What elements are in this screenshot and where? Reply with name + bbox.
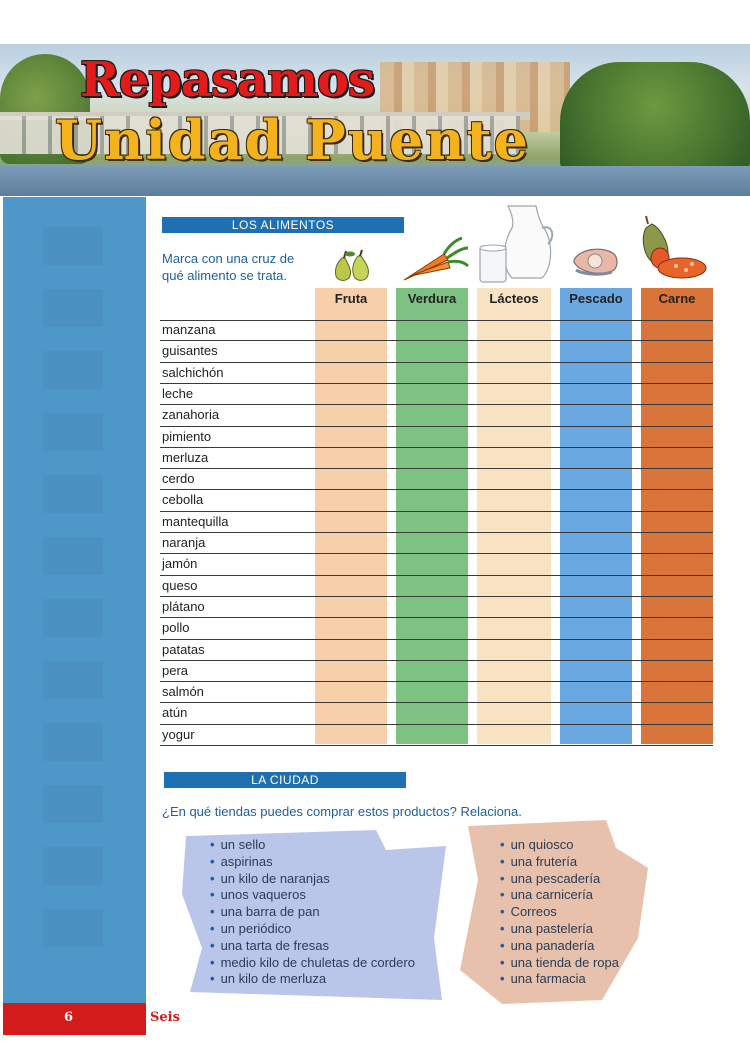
table-row-line xyxy=(160,745,713,746)
list-item: • una pastelería xyxy=(500,921,619,938)
list-item: • una panadería xyxy=(500,938,619,955)
page-word: Seis xyxy=(150,1010,180,1025)
table-row-line xyxy=(160,553,713,554)
list-item: • una farmacia xyxy=(500,971,619,988)
section-header-ciudad: LA CIUDAD xyxy=(164,772,406,788)
milk-jug-icon xyxy=(478,198,558,288)
column-header-lacteos: Lácteos xyxy=(489,291,539,306)
table-row-label: atún xyxy=(162,705,188,721)
table-row-label: manzana xyxy=(162,322,216,337)
list-item: • una barra de pan xyxy=(210,904,415,921)
list-item: • un kilo de merluza xyxy=(210,971,415,988)
column-carne xyxy=(641,288,713,744)
column-header-verdura: Verdura xyxy=(407,291,457,306)
table-row-label: zanahoria xyxy=(162,407,220,423)
list-item: • una tarta de fresas xyxy=(210,938,415,955)
table-row-label: cebolla xyxy=(162,492,204,508)
ciudad-instruction: ¿En qué tiendas puedes comprar estos productos? Relaciona. xyxy=(162,804,522,819)
table-row-line xyxy=(160,660,713,661)
table-row-line xyxy=(160,340,713,341)
instruction-line-1: Marca con una cruz de xyxy=(162,251,295,266)
table-row-label: pimiento xyxy=(162,428,212,444)
alimentos-instruction xyxy=(162,250,294,284)
column-header-carne: Carne xyxy=(658,291,696,306)
column-header-pescado: Pescado xyxy=(569,291,623,306)
column-lacteos xyxy=(477,288,551,744)
table-row-label: salchichón xyxy=(162,364,224,380)
table-row-line xyxy=(160,404,713,405)
table-row-line xyxy=(160,724,713,725)
table-row-label: naranja xyxy=(162,535,206,550)
list-item: • unos vaqueros xyxy=(210,887,415,904)
table-row-line xyxy=(160,426,713,427)
table-row-label: salmón xyxy=(162,684,204,700)
list-item: • una tienda de ropa xyxy=(500,955,619,972)
title-repasamos: Repasamos xyxy=(80,52,375,108)
footer-bar xyxy=(3,1003,146,1035)
carrot-icon xyxy=(400,236,470,284)
list-item: • una pescadería xyxy=(500,871,619,888)
instruction-line-2: qué alimento se trata. xyxy=(162,268,288,283)
table-row-line xyxy=(160,447,713,448)
table-row-label: leche xyxy=(162,385,194,401)
list-item: • un sello xyxy=(210,837,415,854)
list-item: • un quiosco xyxy=(500,837,619,854)
column-header-fruta: Fruta xyxy=(334,291,368,306)
table-row-line xyxy=(160,532,713,533)
table-row-line xyxy=(160,511,713,512)
sidebar-watermark xyxy=(43,227,103,957)
sausage-icon xyxy=(638,214,710,280)
table-row-label: mantequilla xyxy=(162,513,229,529)
table-row-line xyxy=(160,489,713,490)
column-fruta xyxy=(315,288,387,744)
table-row-line xyxy=(160,362,713,363)
page-number: 6 xyxy=(64,1010,74,1025)
table-row-line xyxy=(160,383,713,384)
table-row-line xyxy=(160,702,713,703)
column-pescado xyxy=(560,288,632,744)
list-item: • un kilo de naranjas xyxy=(210,871,415,888)
table-row-line xyxy=(160,596,713,597)
left-sidebar xyxy=(3,197,146,1003)
table-row-line xyxy=(160,575,713,576)
table-row-label: pollo xyxy=(162,620,190,636)
table-row-label: queso xyxy=(162,577,198,593)
list-item: • una carnicería xyxy=(500,887,619,904)
table-row-label: yogur xyxy=(162,726,195,742)
shops-list xyxy=(500,837,619,988)
table-row-label: jamón xyxy=(162,556,198,572)
fish-icon xyxy=(570,244,620,278)
table-row-line xyxy=(160,617,713,618)
table-row-line xyxy=(160,681,713,682)
table-row-line xyxy=(160,639,713,640)
list-item: • una frutería xyxy=(500,854,619,871)
list-item: • un periódico xyxy=(210,921,415,938)
pear-icon xyxy=(330,248,374,284)
table-row-label: plátano xyxy=(162,598,205,614)
list-item: • medio kilo de chuletas de cordero xyxy=(210,955,415,972)
table-row-label: patatas xyxy=(162,641,205,657)
header-banner xyxy=(0,44,750,196)
trees-photo-right xyxy=(560,62,750,172)
list-item: • Correos xyxy=(500,904,619,921)
section-header-alimentos: LOS ALIMENTOS xyxy=(162,217,404,233)
column-verdura xyxy=(396,288,468,744)
table-row-line xyxy=(160,468,713,469)
table-row-label: guisantes xyxy=(162,343,218,359)
title-unidad-puente: Unidad Puente xyxy=(55,108,530,172)
table-row-label: merluza xyxy=(162,449,209,465)
list-item: • aspirinas xyxy=(210,854,415,871)
products-list xyxy=(210,837,415,988)
table-top-line xyxy=(160,320,713,321)
table-row-label: cerdo xyxy=(162,471,195,487)
table-row-label: pera xyxy=(162,662,189,678)
